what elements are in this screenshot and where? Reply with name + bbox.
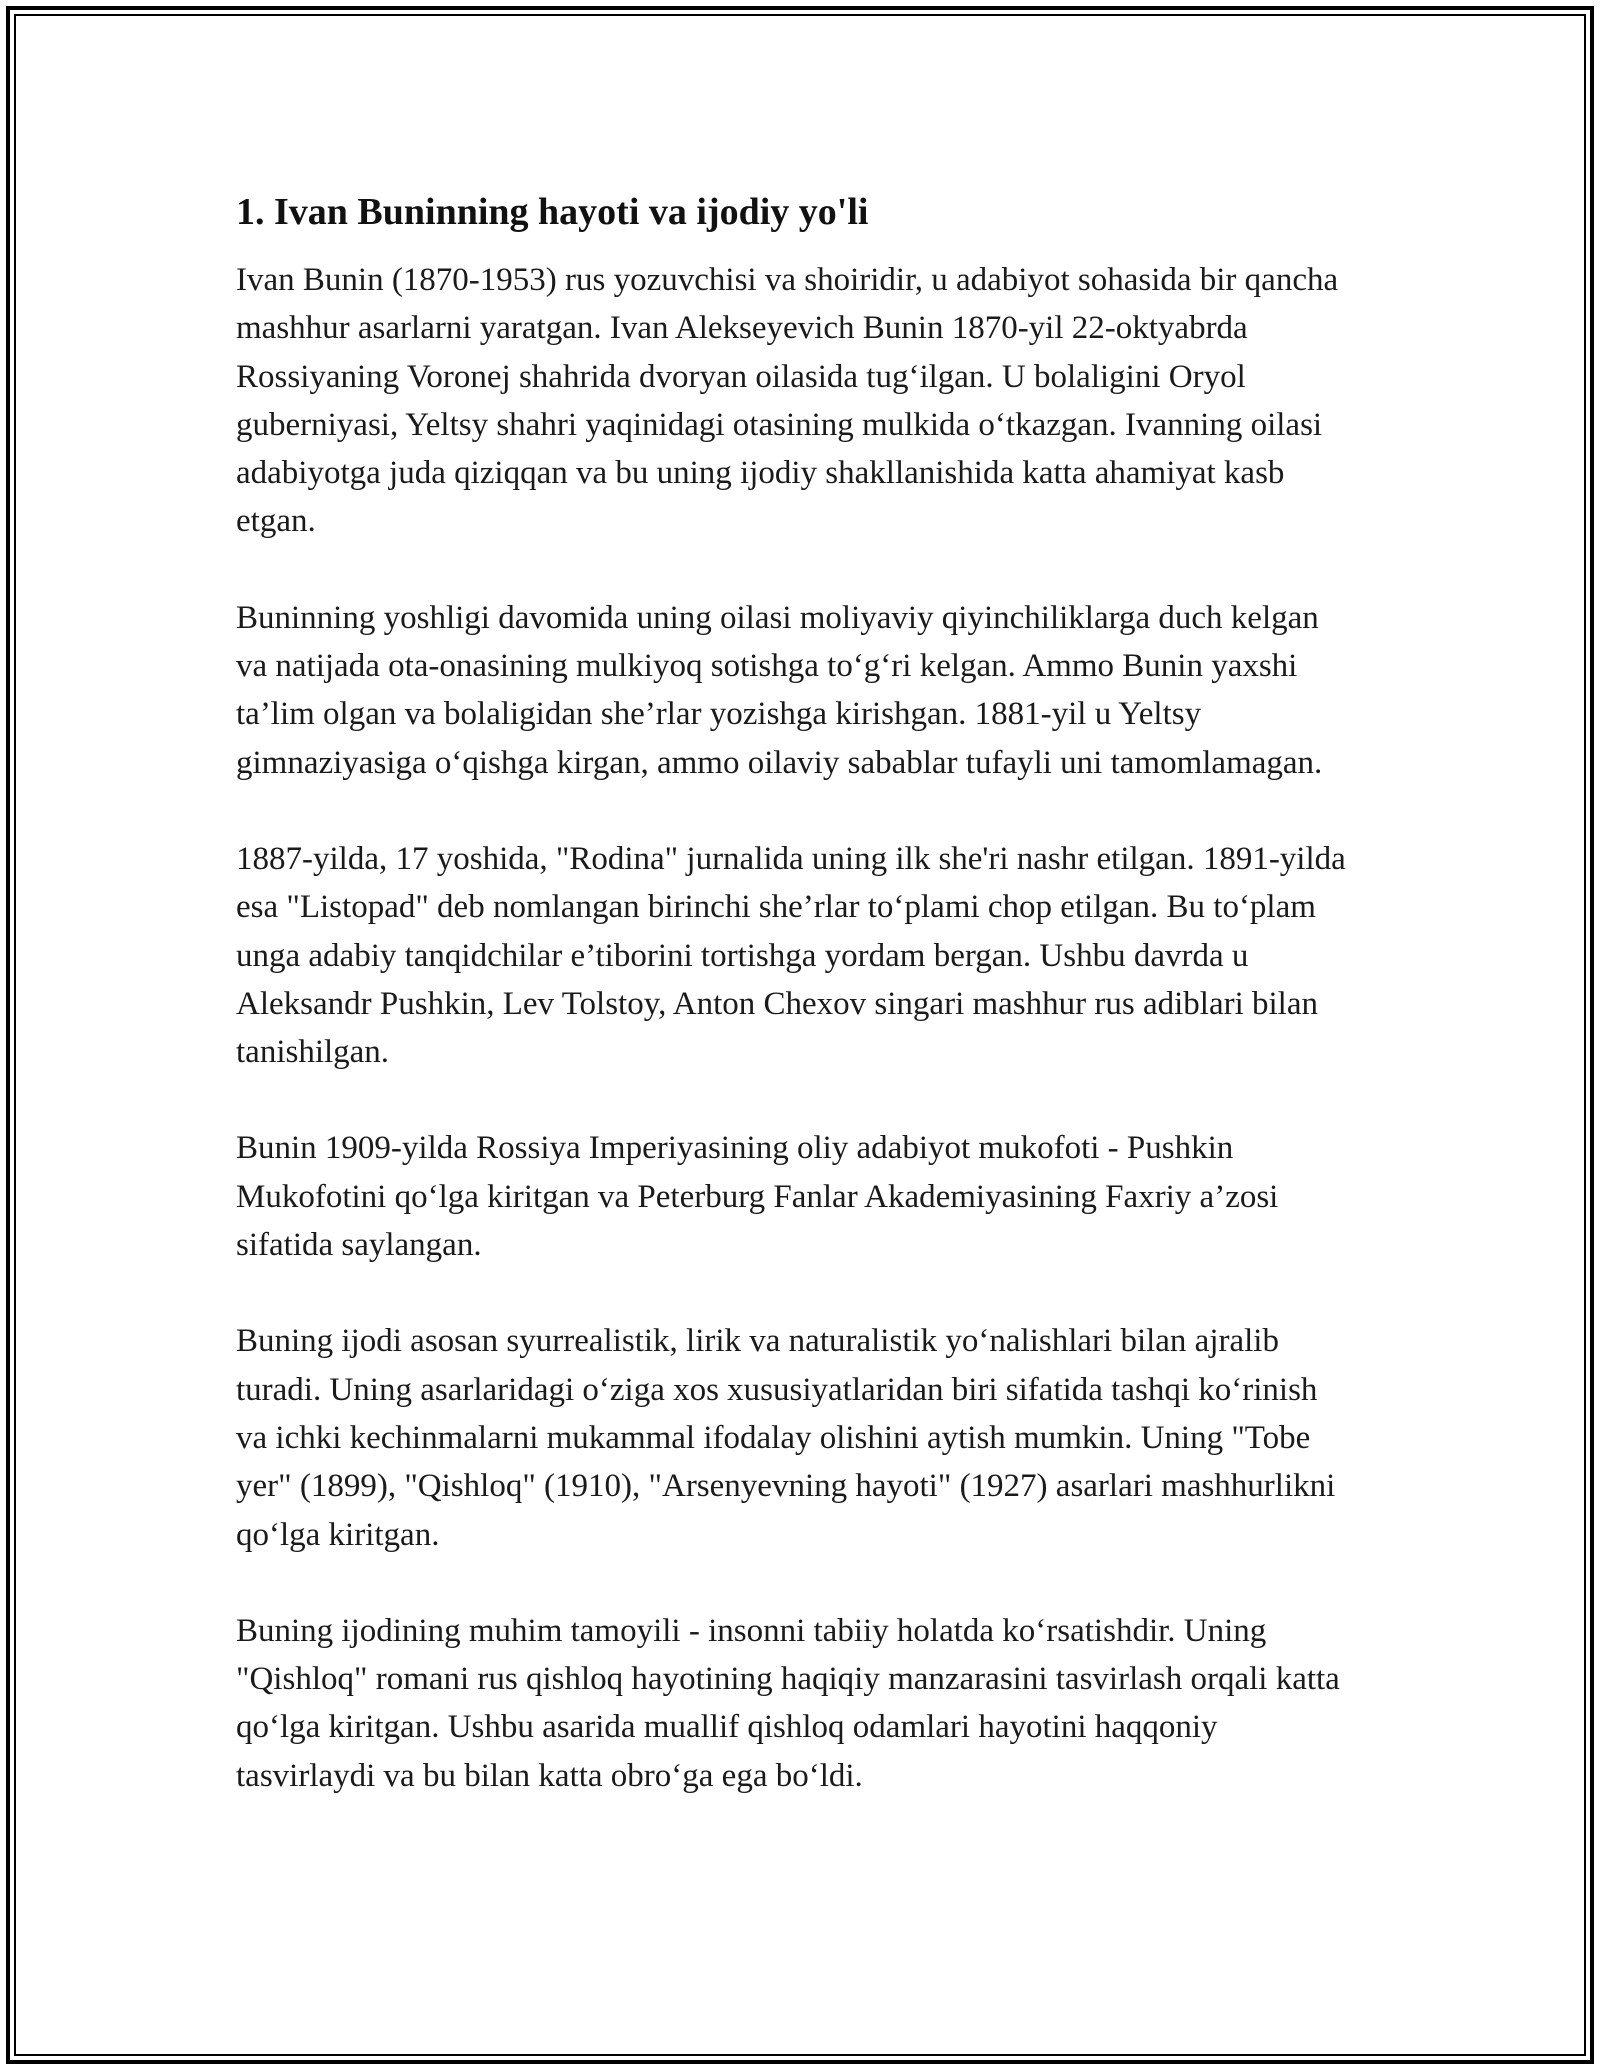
- section-title: 1. Ivan Buninning hayoti va ijodiy yo'li: [236, 191, 869, 233]
- paragraph-4: Bunin 1909-yilda Rossiya Imperiyasining oliy adabiyot mukofoti - Pushkin Mukofotini qo‘lga kiritgan va Peterburg Fanlar Akademiyasining Faxriy a’zosi sifatida saylangan.: [236, 1130, 1279, 1264]
- paragraph-2: Buninning yoshligi davomida uning oilasi moliyaviy qiyinchiliklarga duch kelgan va natijada ota-onasining mulkiyoq sotishga to‘g‘ri kelgan. Ammo Bunin yaxshi ta’lim olgan va bolaligidan she’rlar yozishga kirishgan. 1881-yil u Yeltsy gimnaziyasiga o‘qishga kirgan, ammo oilaviy sabablar tufayli uni tamomlamagan.: [236, 599, 1323, 781]
- paragraph-1: Ivan Bunin (1870-1953) rus yozuvchisi va shoiridir, u adabiyot sohasida bir qancha mashhur asarlarni yaratgan. Ivan Alekseyevich Bunin 1870-yil 22-oktyabrda Rossiyaning Voronej shahrida dvoryan oilasida tug‘ilgan. U bolaligini Oryol guberniyasi, Yeltsy shahri yaqinidagi otasining mulkida o‘tkazgan. Ivanning oilasi adabiyotga juda qiziqqan va bu uning ijodiy shakllanishida katta ahamiyat kasb etgan.: [236, 262, 1339, 540]
- document-body: [236, 188, 1356, 1848]
- paragraph-6: Buning ijodining muhim tamoyili - insonni tabiiy holatda ko‘rsatishdir. Uning "Qishloq" romani rus qishloq hayotining haqiqiy manzarasini tasvirlash orqali katta qo‘lga kiritgan. Ushbu asarida muallif qishloq odamlari hayotini haqqoniy tasvirlaydi va bu bilan katta obro‘ga ega bo‘ldi.: [236, 1612, 1340, 1794]
- paragraph-3: 1887-yilda, 17 yoshida, "Rodina" jurnalida uning ilk she'ri nashr etilgan. 1891-yilda esa "Listopad" deb nomlangan birinchi she’rlar to‘plami chop etilgan. Bu to‘plam unga adabiy tanqidchilar e’tiborini tortishga yordam bergan. Ushbu davrda u Aleksandr Pushkin, Lev Tolstoy, Anton Chexov singari mashhur rus adiblari bilan tanishilgan.: [236, 840, 1346, 1071]
- paragraph-5: Buning ijodi asosan syurrealistik, lirik va naturalistik yo‘nalishlari bilan ajralib turadi. Uning asarlaridagi o‘ziga xos xususiyatlaridan biri sifatida tashqi ko‘rinish va ichki kechinmalarni mukammal ifodalay olishini aytish mumkin. Uning "Tobe yer" (1899), "Qishloq" (1910), "Arsenyevning hayoti" (1927) asarlari mashhurlikni qo‘lga kiritgan.: [236, 1323, 1336, 1553]
